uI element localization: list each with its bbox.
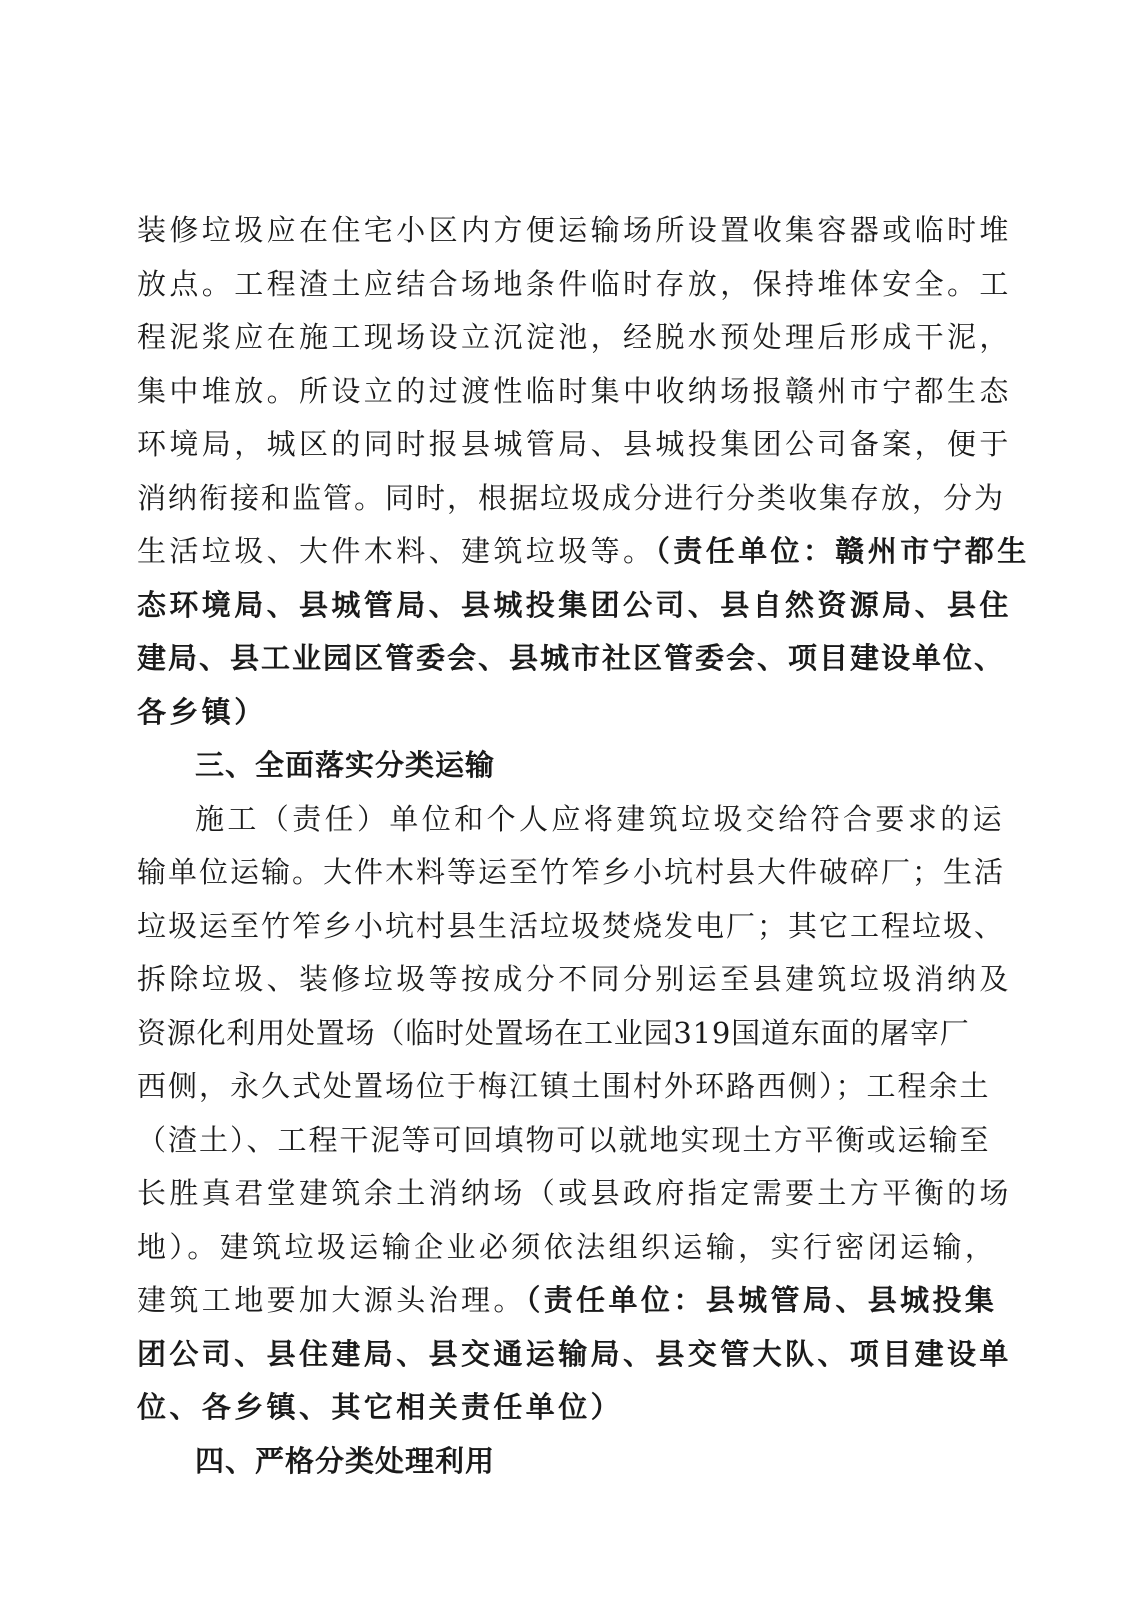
text-line: 资源化利用处置场（临时处置场在工业园319国道东面的屠宰厂 [137, 1015, 970, 1050]
responsibility-note: （责任单位：县城管局、县城投集 [525, 1283, 998, 1317]
text-line: 消纳衔接和监管。同时，根据垃圾成分进行分类收集存放，分为 [137, 480, 1006, 515]
text-line: （渣土）、工程干泥等可回填物可以就地实现土方平衡或运输至 [137, 1122, 991, 1157]
responsibility-note: 态环境局、县城管局、县城投集团公司、县自然资源局、县住 [137, 587, 1012, 622]
section-heading-3: 三、全面落实分类运输 [195, 748, 496, 782]
text-line: 地）。建筑垃圾运输企业必须依法组织运输，实行密闭运输， [137, 1229, 998, 1264]
text-line: 集中堆放。所设立的过渡性临时集中收纳场报赣州市宁都生态 [137, 373, 1012, 408]
text-plain: 建筑工地要加大源头治理。 [137, 1283, 526, 1317]
responsibility-note: 建局、县工业园区管委会、县城市社区管委会、项目建设单位、 [137, 641, 1006, 675]
text-line: 环境局，城区的同时报县城管局、县城投集团公司备案，便于 [137, 427, 1012, 461]
text-line: 装修垃圾应在住宅小区内方便运输场所设置收集容器或临时堆 [137, 213, 1012, 247]
responsibility-note: 位、各乡镇、其它相关责任单位） [137, 1390, 624, 1424]
responsibility-note: 团公司、县住建局、县交通运输局、县交管大队、项目建设单 [137, 1336, 1012, 1371]
responsibility-note: （责任单位：赣州市宁都生 [655, 534, 1030, 568]
responsibility-note: 各乡镇） [137, 694, 267, 729]
text-line: 垃圾运至竹笮乡小坑村县生活垃圾焚烧发电厂；其它工程垃圾、 [137, 908, 1006, 943]
text-line [137, 525, 1030, 579]
text-line: 施工（责任）单位和个人应将建筑垃圾交给符合要求的运 [195, 801, 1006, 836]
text-line: 拆除垃圾、装修垃圾等按成分不同分别运至县建筑垃圾消纳及 [137, 962, 1012, 996]
text-line: 长胜真君堂建筑余土消纳场（或县政府指定需要土方平衡的场 [137, 1176, 1012, 1210]
text-line: 输单位运输。大件木料等运至竹笮乡小坑村县大件破碎厂；生活 [137, 855, 1006, 889]
text-plain: 生活垃圾、大件木料、建筑垃圾等。 [137, 534, 656, 568]
document-body [137, 204, 1030, 1488]
section-heading-4: 四、严格分类处理利用 [195, 1443, 496, 1478]
text-line: 放点。工程渣土应结合场地条件临时存放，保持堆体安全。工 [137, 266, 1012, 301]
text-line: 程泥浆应在施工现场设立沉淀池，经脱水预处理后形成干泥， [137, 320, 1012, 354]
text-line [137, 1274, 998, 1328]
text-line: 西侧，永久式处置场位于梅江镇土围村外环路西侧）；工程余土 [137, 1069, 991, 1103]
